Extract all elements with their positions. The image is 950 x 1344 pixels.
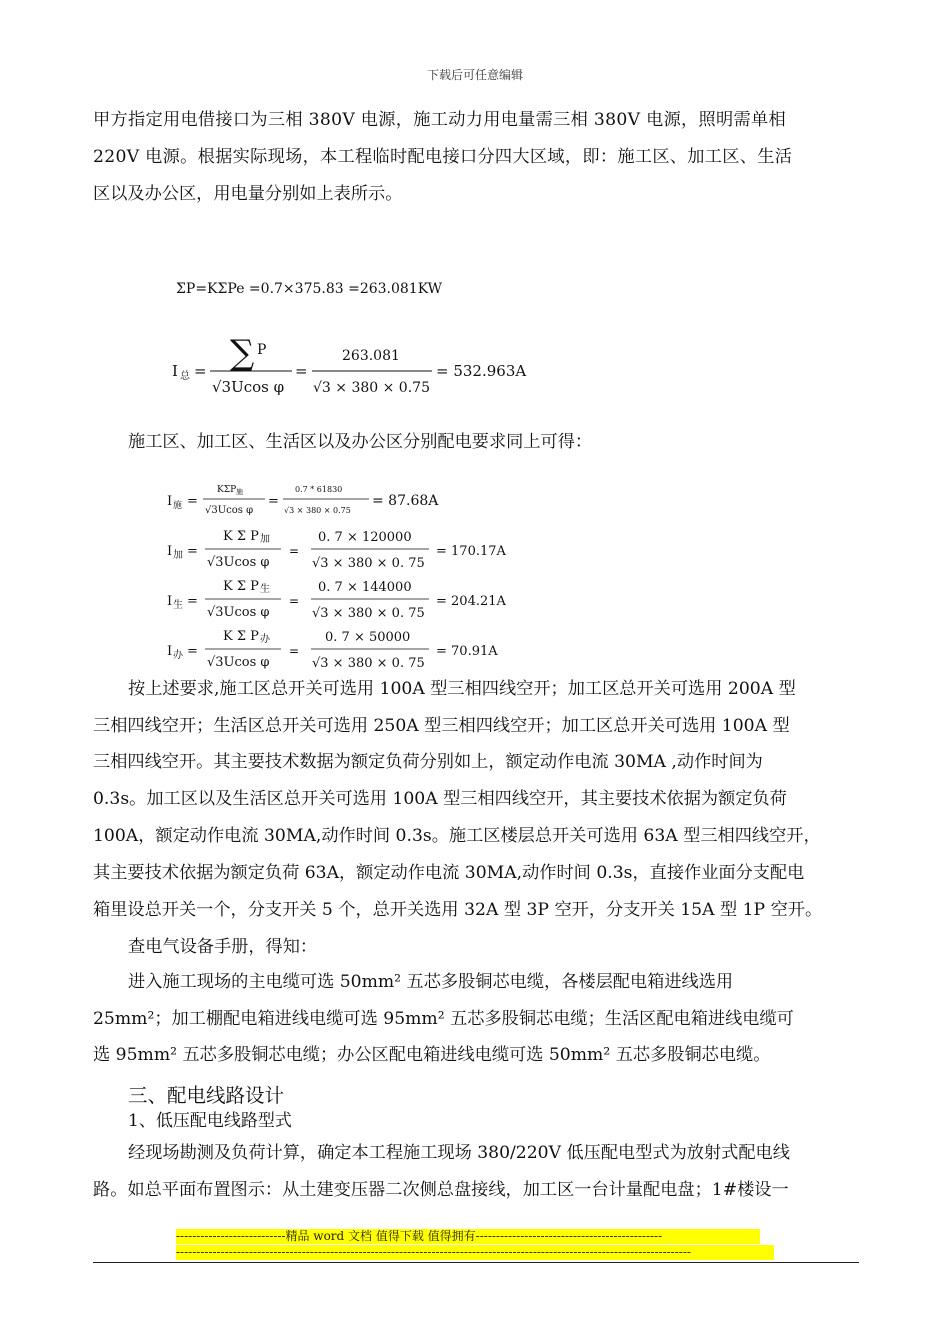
total-denominator-2: √3 × 380 × 0.75 <box>313 380 430 396</box>
route-line-1: 经现场勘测及负荷计算，确定本工程施工现场 380/220V 低压配电型式为放射式配电线 <box>128 1143 790 1163</box>
svg-text:KΣP: KΣP <box>217 485 237 495</box>
svg-text:办: 办 <box>173 650 183 661</box>
svg-text:=: = <box>187 644 198 659</box>
svg-text:√3Ucos φ: √3Ucos φ <box>205 505 254 516</box>
svg-text:0. 7 × 50000: 0. 7 × 50000 <box>325 630 411 645</box>
svg-text:=: = <box>289 644 300 658</box>
switch-line-4: 0.3s。加工区以及生活区总开关可选用 100A 型三相四线空开，其主要技术依据为额定负荷 <box>93 789 787 809</box>
formula-shigong <box>167 485 439 516</box>
svg-text:√3Ucos φ: √3Ucos φ <box>207 655 270 670</box>
svg-text:√3Ucos φ: √3Ucos φ <box>207 555 270 570</box>
total-lhs-sub: 总 <box>180 371 190 382</box>
section-3-heading: 三、配电线路设计 <box>128 1084 285 1107</box>
svg-text:= 87.68A: = 87.68A <box>372 493 439 509</box>
svg-text:施: 施 <box>236 488 243 496</box>
formula-bangong <box>167 629 498 671</box>
svg-text:=: = <box>268 494 279 509</box>
switch-line-1: 按上述要求,施工区总开关可选用 100A 型三相四线空开；加工区总开关可选用 200A 型 <box>128 679 796 699</box>
formula-total-current <box>170 330 550 402</box>
cable-line-3: 选 95mm² 五芯多股铜芯电缆；办公区配电箱进线电缆可选 50mm² 五芯多股铜芯电缆。 <box>93 1045 771 1065</box>
svg-text:= 70.91A: = 70.91A <box>436 644 498 659</box>
switch-line-3: 三相四线空开。其主要技术数据为额定负荷分别如上，额定动作电流 30MA ,动作时间为 <box>93 752 763 772</box>
intro-line-2: 220V 电源。根据实际现场，本工程临时配电接口分四大区域，即：施工区、加工区、生活 <box>93 147 793 167</box>
total-denominator: √3Ucos φ <box>212 378 285 396</box>
formula-shenghuo <box>167 579 507 621</box>
svg-text:I: I <box>167 494 173 509</box>
intro-line-1: 甲方指定用电借接口为三相 380V 电源，施工动力用电量需三相 380V 电源，照明需单相 <box>93 110 786 130</box>
svg-text:办: 办 <box>260 634 270 645</box>
total-numerator-2: 263.081 <box>342 348 400 364</box>
sum-symbol: ∑ <box>230 333 255 373</box>
footer-rule <box>93 1262 859 1263</box>
route-line-2: 路。如总平面布置图示：从土建变压器二次侧总盘接线，加工区一台计量配电盘；1#楼设一 <box>93 1180 789 1200</box>
intro-line-3: 区以及办公区，用电量分别如上表所示。 <box>93 184 403 204</box>
svg-text:= 204.21A: = 204.21A <box>436 594 506 609</box>
svg-text:√3 × 380 × 0.75: √3 × 380 × 0.75 <box>284 506 351 515</box>
sum-p: P <box>257 342 267 358</box>
svg-text:= 170.17A: = 170.17A <box>436 544 506 559</box>
svg-text:生: 生 <box>260 584 270 595</box>
switch-line-6: 其主要技术依据为额定负荷 63A，额定动作电流 30MA,动作时间 0.3s，直接作业面分支配电 <box>93 863 805 883</box>
svg-text:K Σ P: K Σ P <box>223 579 259 594</box>
svg-text:0.7 * 61830: 0.7 * 61830 <box>295 485 343 494</box>
svg-text:√3Ucos φ: √3Ucos φ <box>207 605 270 620</box>
total-lhs: I <box>172 362 178 380</box>
switch-line-2: 三相四线空开；生活区总开关可选用 250A 型三相四线空开；加工区总开关可选用 100A 型 <box>93 716 790 736</box>
zones-intro: 施工区、加工区、生活区以及办公区分别配电要求同上可得： <box>128 432 593 452</box>
svg-text:0. 7 × 120000: 0. 7 × 120000 <box>318 530 412 545</box>
svg-text:I: I <box>167 544 173 559</box>
svg-text:I: I <box>167 644 173 659</box>
svg-text:√3 × 380 × 0. 75: √3 × 380 × 0. 75 <box>312 606 425 621</box>
svg-text:施: 施 <box>173 501 183 511</box>
section-3-1-heading: 1、低压配电线路型式 <box>128 1111 292 1131</box>
svg-text:√3 × 380 × 0. 75: √3 × 380 × 0. 75 <box>312 656 425 671</box>
page-header: 下载后可任意编辑 <box>426 68 523 82</box>
manual-line: 查电气设备手册，得知： <box>128 937 318 957</box>
svg-text:=: = <box>289 594 300 608</box>
total-result: = 532.963A <box>436 362 527 380</box>
svg-text:=: = <box>194 362 207 380</box>
switch-line-5: 100A，额定动作电流 30MA,动作时间 0.3s。施工区楼层总开关可选用 63A 型三相四线空开， <box>93 826 821 846</box>
svg-text:生: 生 <box>173 600 183 611</box>
svg-text:=: = <box>295 362 308 380</box>
svg-text:=: = <box>187 494 198 509</box>
cable-line-1: 进入施工现场的主电缆可选 50mm² 五芯多股铜芯电缆，各楼层配电箱进线选用 <box>128 972 734 992</box>
svg-text:加: 加 <box>260 534 270 545</box>
svg-text:0. 7 × 144000: 0. 7 × 144000 <box>318 580 412 595</box>
footer-banner-line-2: ------------------------------------------------------------------------------------------------------------------------------- <box>176 1245 774 1260</box>
svg-text:=: = <box>187 594 198 609</box>
svg-text:I: I <box>167 594 173 609</box>
svg-text:√3 × 380 × 0. 75: √3 × 380 × 0. 75 <box>312 556 425 571</box>
svg-text:K Σ P: K Σ P <box>223 629 259 644</box>
zone-formulas <box>165 478 565 674</box>
footer-banner-line-1: ---------------------------精品 word 文档 值得下载 值得拥有---------------------------------------------- <box>176 1229 760 1244</box>
formula-sum-power: ΣP=KΣPe =0.7×375.83 =263.081KW <box>176 281 443 297</box>
svg-text:加: 加 <box>173 550 183 561</box>
svg-text:=: = <box>187 544 198 559</box>
switch-line-7: 箱里设总开关一个，分支开关 5 个，总开关选用 32A 型 3P 空开，分支开关 15A 型 1P 空开。 <box>93 900 823 920</box>
cable-line-2: 25mm²；加工棚配电箱进线电缆可选 95mm² 五芯多股铜芯电缆；生活区配电箱进线电缆可 <box>93 1009 794 1029</box>
formula-jiagong <box>167 529 507 571</box>
svg-text:K Σ P: K Σ P <box>223 529 259 544</box>
svg-text:=: = <box>289 544 300 558</box>
